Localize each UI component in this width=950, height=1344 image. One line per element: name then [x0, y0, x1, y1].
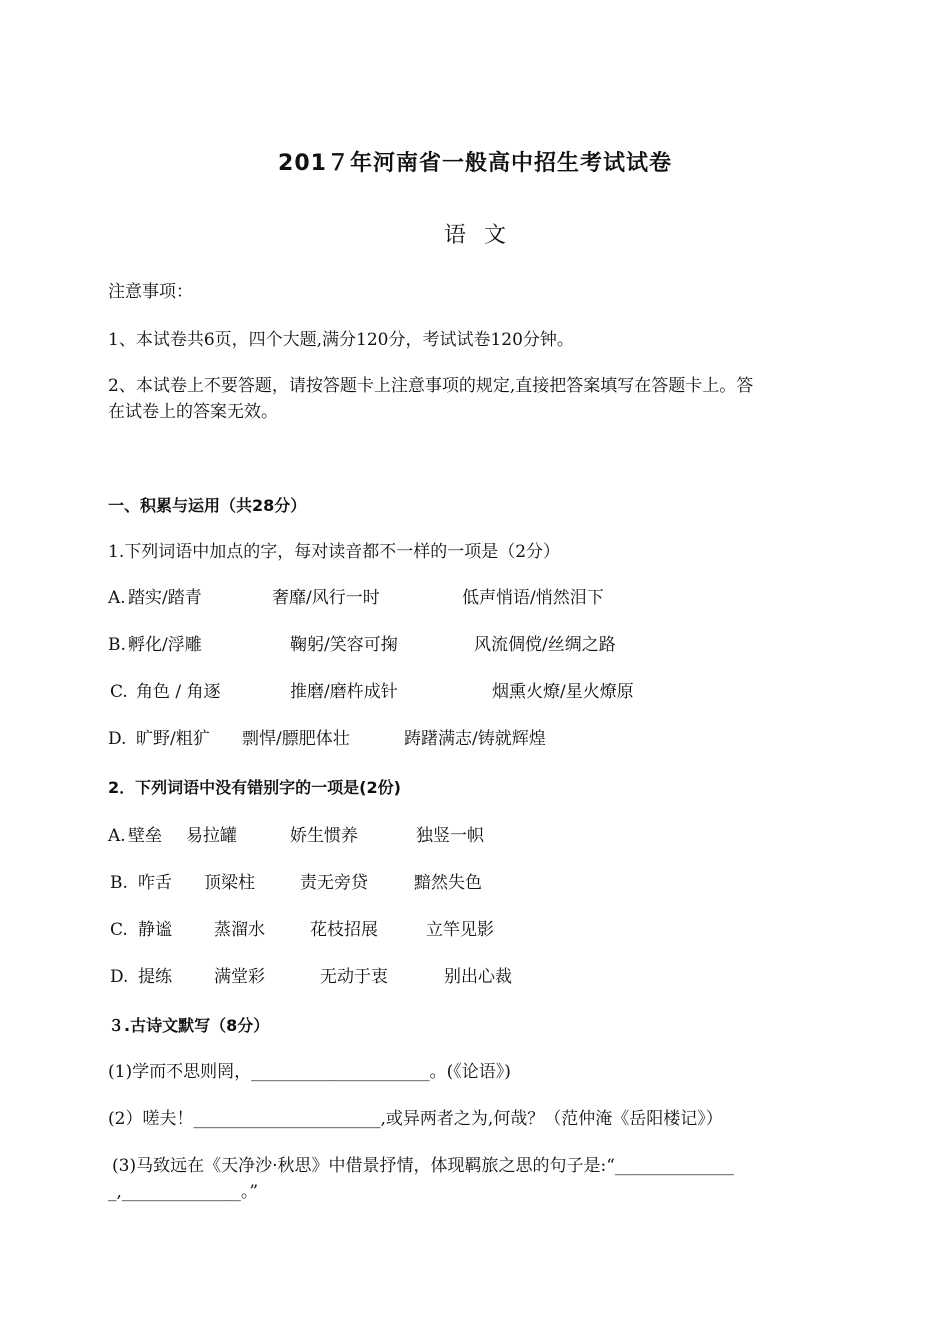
exam-title: 201７年河南省一般高中招生考试试卷 [278, 151, 672, 176]
option-label: D. [110, 967, 129, 987]
word-pair: 踏实/踏青 [128, 588, 202, 608]
word: 静谧 [138, 920, 172, 940]
word-pair: 奢靡/风行一时 [272, 588, 380, 608]
word-pair: 鞠躬/笑容可掬 [290, 635, 398, 655]
word-pair: 风流倜傥/丝绸之路 [474, 635, 616, 655]
q3-part-3-line-1: (3)马致远在《天净沙·秋思》中借景抒情，体现羁旅之思的句子是:“______________ [112, 1156, 734, 1176]
q1-stem: 1.下列词语中加点的字，每对读音都不一样的一项是（2分） [108, 542, 561, 562]
word: 独竖一帜 [416, 826, 484, 846]
word: 顶梁柱 [204, 873, 255, 893]
word-pair: 旷野/粗犷 [136, 729, 210, 749]
word: 立竿见影 [426, 920, 494, 940]
word-pair: 踌躇满志/铸就辉煌 [404, 729, 546, 749]
word: 满堂彩 [214, 967, 265, 987]
word-pair: 剽悍/膘肥体壮 [242, 729, 350, 749]
word: 黯然失色 [414, 873, 482, 893]
word-pair: 孵化/浮雕 [128, 635, 202, 655]
word: 别出心裁 [444, 967, 512, 987]
word-pair: 低声悄语/悄然泪下 [462, 588, 604, 608]
word-pair: 角色 / 角逐 [136, 682, 221, 702]
word: 责无旁贷 [300, 873, 368, 893]
option-label: C. [110, 920, 128, 940]
word: 花枝招展 [310, 920, 378, 940]
q3-stem: ３.古诗文默写（8分） [108, 1016, 270, 1035]
q2-stem: 2．下列词语中没有错别字的一项是(2份) [108, 778, 401, 797]
option-label: C. [110, 682, 128, 702]
q3-part-2: (2）嗟夫！______________________,或异两者之为,何哉？（范仲淹《岳阳楼记》） [108, 1109, 723, 1129]
word: 提练 [138, 967, 172, 987]
word-pair: 烟熏火燎/星火燎原 [492, 682, 634, 702]
word: 无动于衷 [320, 967, 388, 987]
note-item-1: 1、本试卷共6页，四个大题,满分120分，考试试卷120分钟。 [108, 330, 574, 350]
word: 娇生惯养 [290, 826, 358, 846]
q3-part-3-line-2: _,______________。” [108, 1182, 259, 1202]
option-label: B. [108, 635, 126, 655]
section-1-heading: 一、积累与运用（共28分） [108, 496, 307, 515]
option-label: B. [110, 873, 128, 893]
note-item-2-line-2: 在试卷上的答案无效。 [108, 402, 278, 422]
word: 咋舌 [138, 873, 172, 893]
notes-heading: 注意事项： [108, 282, 193, 302]
q3-part-1: (1)学而不思则罔，_____________________。(《论语》) [108, 1062, 511, 1082]
option-label: A. [108, 588, 126, 608]
option-label: D. [108, 729, 132, 749]
note-item-2-line-1: 2、本试卷上不要答题，请按答题卡上注意事项的规定,直接把答案填写在答题卡上。答 [108, 376, 754, 396]
word: 壁垒 [128, 826, 162, 846]
word: 蒸溜水 [214, 920, 265, 940]
word-pair: 推磨/磨杵成针 [290, 682, 398, 702]
subject-title: 语文 [443, 223, 524, 248]
word: 易拉罐 [186, 826, 237, 846]
option-label: A. [108, 826, 126, 846]
